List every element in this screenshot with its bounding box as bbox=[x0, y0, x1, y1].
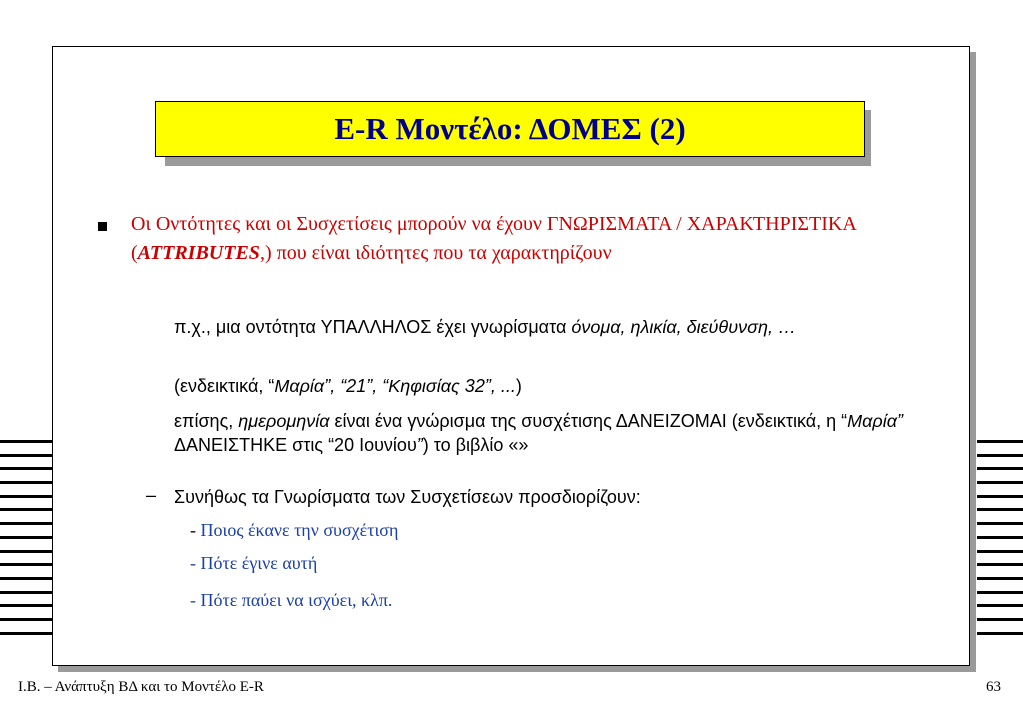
dash-bullet-text: Συνήθως τα Γνωρίσματα των Συσχετίσεων προσδιορίζουν: bbox=[174, 487, 641, 507]
sub-item-until bbox=[190, 590, 392, 611]
example-rel-date: ημερομηνία bbox=[238, 411, 330, 431]
example-employee-attributes: όνομα, ηλικία, διεύθυνση, … bbox=[571, 317, 796, 337]
attributes-keyword: ATTRIBUTES bbox=[137, 242, 260, 264]
slide-title: E-R Μοντέλο: ΔΟΜΕΣ (2) bbox=[334, 111, 686, 146]
sub-item-when-text: - Πότε έγινε αυτή bbox=[190, 553, 318, 573]
sub-item-who-text: Ποιος έκανε την συσχέτιση bbox=[200, 520, 399, 540]
example-rel-part3: ΔΑΝΕΙΣΤΗΚΕ στις “20 Ιουνίου bbox=[174, 435, 417, 455]
example-values-open: (ενδεικτικά, “ bbox=[174, 376, 275, 396]
square-bullet-icon bbox=[98, 222, 107, 231]
example-values bbox=[174, 374, 934, 398]
example-rel-quote: ” bbox=[416, 435, 423, 455]
example-rel-part2: είναι ένα γνώρισμα της συσχέτισης ΔΑΝΕΙΖΟΜΑΙ (ενδεικτικά, η “ bbox=[329, 411, 848, 431]
left-stripe-decoration bbox=[0, 440, 52, 645]
sub-item-who bbox=[190, 520, 398, 541]
main-bullet-text bbox=[131, 210, 891, 268]
example-rel-name: Μαρία” bbox=[847, 411, 903, 431]
slide-title-box bbox=[155, 101, 865, 157]
example-values-list: Μαρία”, “21”, “Κηφισίας 32”, ... bbox=[274, 376, 516, 396]
right-stripe-decoration bbox=[977, 440, 1023, 645]
example-employee bbox=[174, 315, 874, 339]
example-rel-part1: επίσης, bbox=[174, 411, 239, 431]
example-employee-text: π.χ., μια οντότητα ΥΠΑΛΛΗΛΟΣ έχει γνωρίσματα bbox=[174, 317, 572, 337]
bullet-text-part1: Οι Οντότητες και οι Συσχετίσεις μπορούν να έχουν ΓΝΩΡΙΣΜΑΤΑ / ΧΑΡΑΚΤΗΡΙΣΤΙΚΑ ( bbox=[131, 213, 856, 264]
example-values-close: ) bbox=[515, 376, 522, 396]
sub-item-who-prefix: - bbox=[190, 520, 201, 540]
dash-bullet: – bbox=[146, 485, 157, 505]
sub-item-until-text: - Πότε παύει να ισχύει, κλπ. bbox=[190, 590, 393, 610]
example-rel-part4: ) το βιβλίο «» bbox=[422, 435, 529, 455]
bullet-text-part2: ,) που είναι ιδιότητες που τα χαρακτηρίζουν bbox=[259, 242, 612, 264]
footer-course-title: Ι.Β. – Ανάπτυξη ΒΔ και το Μοντέλο Ε-R bbox=[18, 679, 264, 695]
footer-page-number: 63 bbox=[986, 679, 1001, 695]
sub-item-when bbox=[190, 553, 317, 574]
example-relationship bbox=[174, 409, 934, 457]
